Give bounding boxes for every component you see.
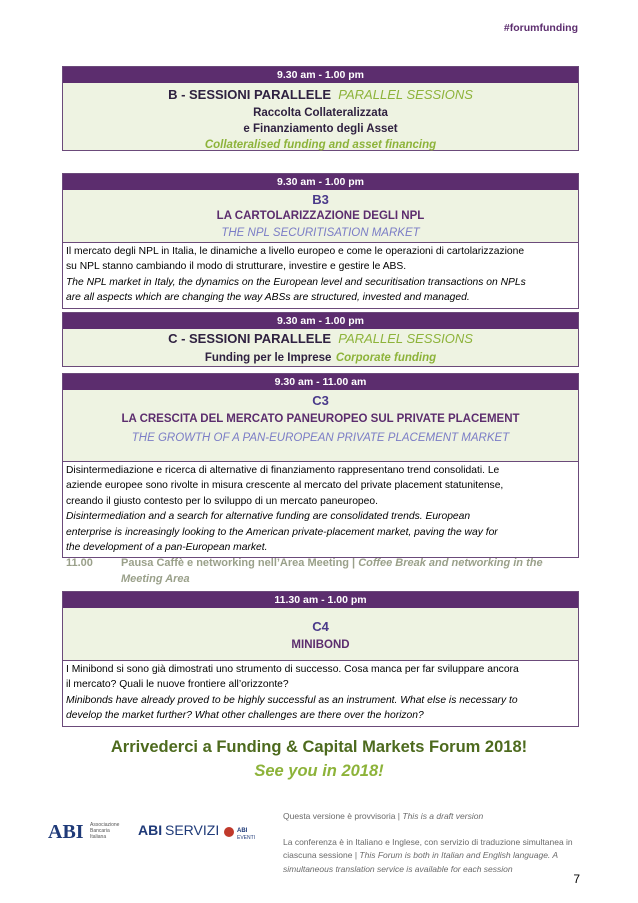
session-c-title: C - SESSIONI PARALLELE xyxy=(168,331,332,346)
session-c-title-en: PARALLEL SESSIONS xyxy=(338,331,473,346)
abi-logo-text: ABI xyxy=(48,821,84,843)
coffee-break-row xyxy=(66,555,586,587)
session-c-line-en: Corporate funding xyxy=(335,352,437,364)
b3-desc-it-1: Il mercato degli NPL in Italia, le dinamiche a livello europeo e come le operazioni di cartolarizzazione xyxy=(66,246,525,257)
session-c-time: 9.30 am - 1.00 pm xyxy=(63,313,578,329)
session-b-time: 9.30 am - 1.00 pm xyxy=(63,67,578,83)
language-note-en: This Forum is both in Italian and English language. A simultaneous translation service is available for each session xyxy=(283,850,558,874)
c3-description xyxy=(63,461,578,557)
c3-desc-en-2: enterprise is increasingly looking to the American private-placement market, paving the way for xyxy=(66,526,498,538)
b3-description xyxy=(63,242,578,308)
b3-desc-en-2: are all aspects which are changing the way ABSs are structured, invested and managed. xyxy=(66,292,470,304)
b3-title-en: THE NPL SECURITISATION MARKET xyxy=(221,227,420,239)
session-c-body xyxy=(63,329,578,366)
abiservizi-logo-servizi: SERVIZI xyxy=(165,822,220,838)
session-c-line: Funding per le Imprese xyxy=(204,352,332,364)
language-note-it: La conferenza è in Italiano e Inglese, con servizio di traduzione simultanea in ciascuna sessione | xyxy=(283,837,573,861)
session-b-block xyxy=(62,66,579,151)
c3-desc-it-3: creando il giusto contesto per lo sviluppo di un mercato paneuropeo. xyxy=(66,495,378,507)
draft-note-en: This is a draft version xyxy=(402,811,484,821)
b3-desc-it-2: su NPL stanno cambiando il modo di strutturare, investire e gestire le ABS. xyxy=(66,261,407,273)
coffee-break-time: 11.00 xyxy=(66,557,93,569)
c3-header xyxy=(63,390,578,461)
coffee-break-text-en: Coffee Break and networking in the Meeting Area xyxy=(121,557,543,585)
b3-block xyxy=(62,173,579,309)
c3-desc-it-2: aziende europee sono rivolte in misura crescente al mercato del private placement statunitense, xyxy=(66,480,504,492)
b3-time: 9.30 am - 1.00 pm xyxy=(63,174,578,190)
session-b-line2: e Finanziamento degli Asset xyxy=(243,123,398,135)
c4-desc-it-1: I Minibond si sono già dimostrati uno strumento di successo. Cosa manca per far sviluppare ancora xyxy=(66,664,519,675)
c4-desc-it-2: il mercato? Quali le nuove frontiere all’orizzonte? xyxy=(66,679,289,691)
hashtag: #forumfunding xyxy=(503,22,578,34)
c3-block xyxy=(62,373,579,558)
session-b-body xyxy=(63,83,578,150)
c4-block xyxy=(62,591,579,727)
farewell-en: See you in 2018! xyxy=(254,762,384,780)
c3-desc-en-1: Disintermediation and a search for alternative funding are consolidated trends. European xyxy=(66,511,471,523)
abi-logo-sub-3: Italiana xyxy=(90,834,107,840)
session-b-title-en: PARALLEL SESSIONS xyxy=(338,87,473,102)
footer-note xyxy=(283,810,583,876)
draft-note-it: Questa versione è provvisoria | xyxy=(283,811,401,821)
abi-logo-sub-1: Associazione xyxy=(90,822,120,828)
b3-title: LA CARTOLARIZZAZIONE DEGLI NPL xyxy=(216,210,425,222)
c3-desc-en-3: the development of a pan-European market. xyxy=(66,542,268,554)
c4-desc-en-1: Minibonds have already proved to be highly successful as an instrument. What else is necessary to xyxy=(66,694,518,706)
session-b-title: B - SESSIONI PARALLELE xyxy=(168,87,332,102)
farewell-it: Arrivederci a Funding & Capital Markets Forum 2018! xyxy=(110,738,528,756)
c3-code: C3 xyxy=(312,393,329,408)
session-c-block xyxy=(62,312,579,367)
abieventi-logo-eventi: EVENTI xyxy=(237,835,256,841)
abi-logo-sub-2: Bancaria xyxy=(90,828,110,834)
c4-desc-en-2: develop the market further? What other challenges are there over the horizon? xyxy=(66,710,424,722)
c4-time: 11.30 am - 1.00 pm xyxy=(63,592,578,608)
abiservizi-logo-abi: ABI xyxy=(138,822,163,838)
c3-desc-it-1: Disintermediazione e ricerca di alternative di finanziamento rappresentano trend consolidati. Le xyxy=(66,465,500,476)
abieventi-dot-icon xyxy=(224,827,234,837)
abieventi-logo-abi: ABI xyxy=(237,828,248,834)
c4-title: MINIBOND xyxy=(291,639,350,651)
c4-header xyxy=(63,608,578,660)
page-number: 7 xyxy=(573,872,580,886)
c3-title-en: THE GROWTH OF A PAN-EUROPEAN PRIVATE PLACEMENT MARKET xyxy=(131,432,510,444)
sponsor-logos xyxy=(48,818,278,853)
c4-code: C4 xyxy=(312,619,329,634)
c3-title: LA CRESCITA DEL MERCATO PANEUROPEO SUL PRIVATE PLACEMENT xyxy=(121,413,520,425)
b3-code: B3 xyxy=(312,192,329,207)
c4-description xyxy=(63,660,578,726)
b3-header xyxy=(63,190,578,242)
session-b-line1: Raccolta Collateralizzata xyxy=(253,107,388,119)
coffee-break-text-it: Pausa Caffè e networking nell’Area Meeting | xyxy=(121,557,356,569)
abi-logos-graphic xyxy=(48,818,278,848)
session-b-line-en: Collateralised funding and asset financing xyxy=(204,139,437,151)
c3-time: 9.30 am - 11.00 am xyxy=(63,374,578,390)
b3-desc-en-1: The NPL market in Italy, the dynamics on the European level and securitisation transactions on NPLs xyxy=(66,276,526,288)
